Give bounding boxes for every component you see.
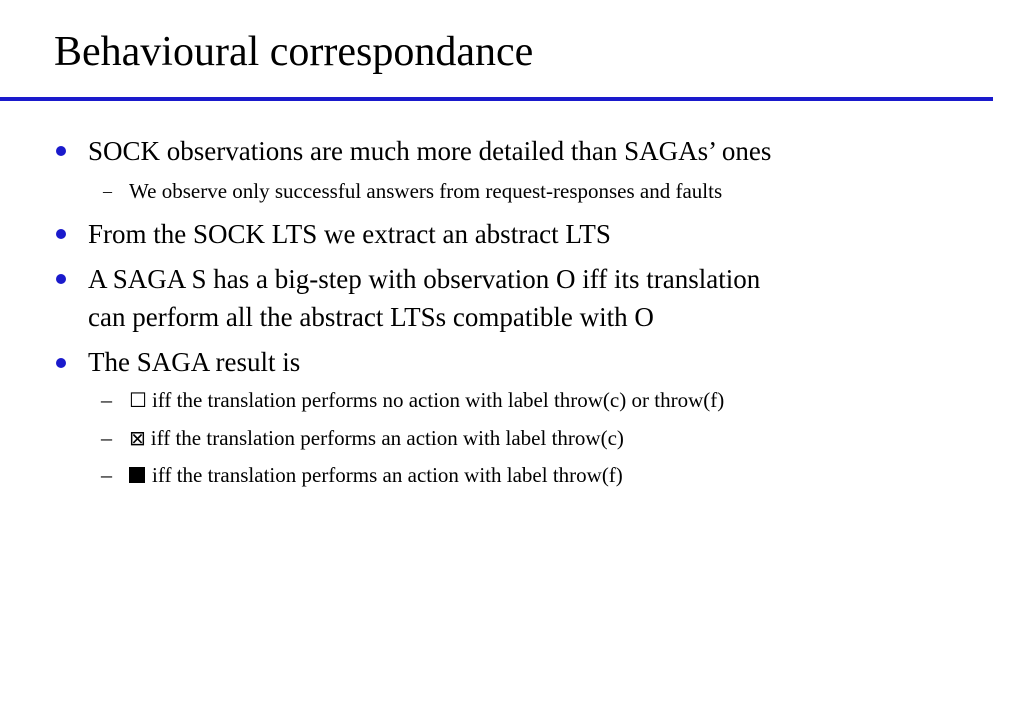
dash-marker: – bbox=[101, 425, 112, 450]
empty-square-icon: ☐ bbox=[129, 388, 147, 412]
subitem-4-3 bbox=[129, 462, 623, 488]
filled-square-icon bbox=[129, 467, 145, 483]
subitem-4-2 bbox=[129, 425, 624, 451]
slide-title: Behavioural correspondance bbox=[54, 29, 534, 75]
bullet-text-3-line1: A SAGA S has a big-step with observation O iff its translation bbox=[88, 264, 761, 294]
bullet-dot bbox=[56, 274, 66, 284]
bullet-text-2: From the SOCK LTS we extract an abstract LTS bbox=[88, 219, 611, 249]
subitem-text-1-1: We observe only successful answers from request-responses and faults bbox=[129, 179, 723, 203]
bullet-text-4: The SAGA result is bbox=[88, 347, 301, 377]
bullet-dot bbox=[56, 146, 66, 156]
subitem-text-4-1: iff the translation performs no action with label throw(c) or throw(f) bbox=[151, 388, 725, 412]
dash-marker: – bbox=[103, 181, 112, 201]
subitem-text-4-2: iff the translation performs an action with label throw(c) bbox=[150, 426, 624, 450]
dash-marker: – bbox=[101, 387, 112, 412]
bullet-text-3-line2: can perform all the abstract LTSs compatible with O bbox=[88, 302, 654, 332]
subitem-4-1 bbox=[129, 387, 724, 413]
crossed-square-icon: ⊠ bbox=[129, 426, 146, 450]
bullet-dot bbox=[56, 229, 66, 239]
subitem-text-4-3: iff the translation performs an action with label throw(f) bbox=[152, 463, 623, 487]
bullet-dot bbox=[56, 358, 66, 368]
dash-marker: – bbox=[101, 462, 112, 487]
bullet-text-1: SOCK observations are much more detailed than SAGAs’ ones bbox=[88, 136, 772, 166]
